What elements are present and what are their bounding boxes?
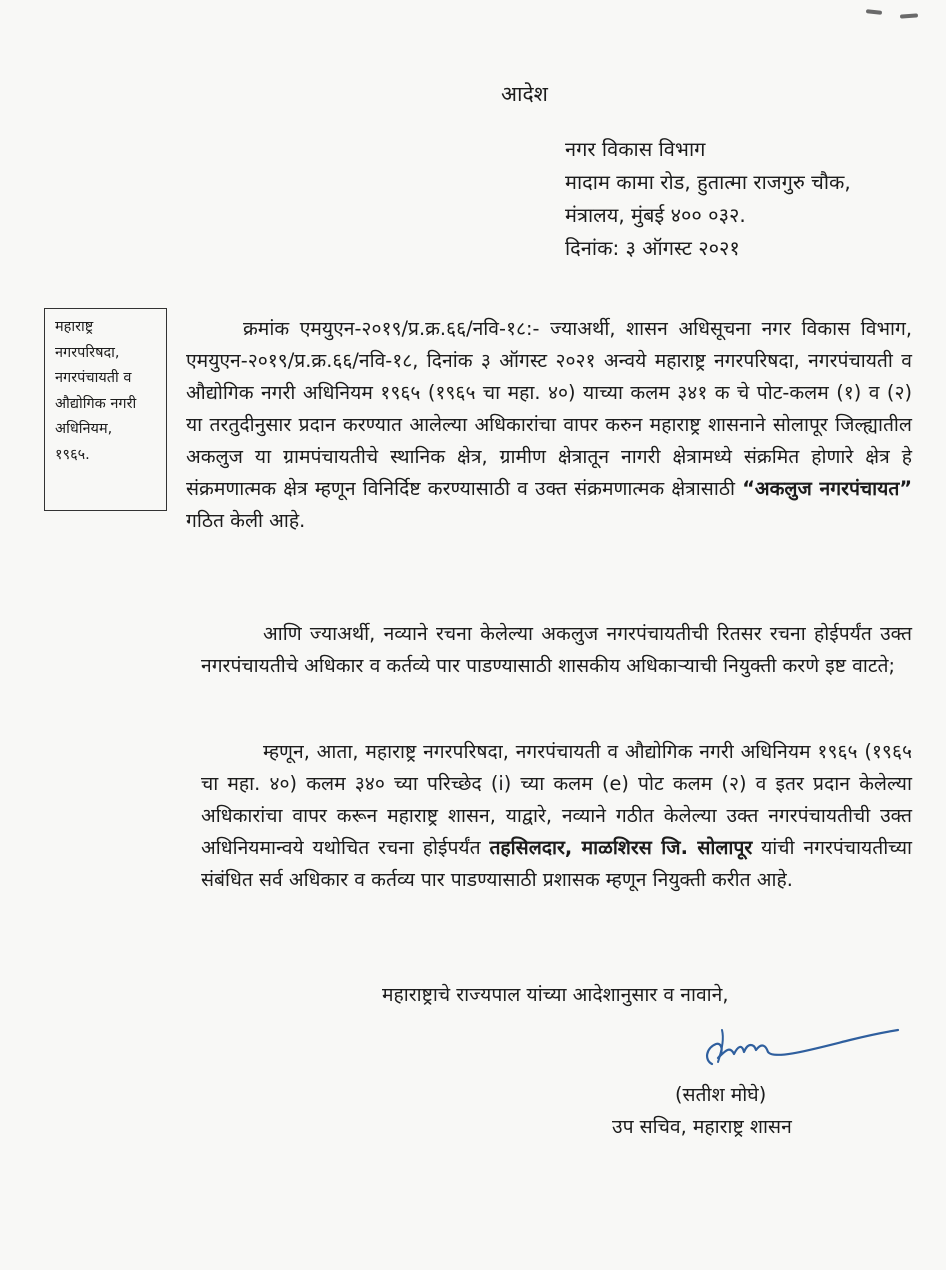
order-date: दिनांक: ३ ऑगस्ट २०२१ [565, 236, 740, 260]
margin-note-line: अधिनियम, [55, 421, 113, 437]
scan-mark [900, 13, 918, 18]
closing-line: महाराष्ट्राचे राज्यपाल यांच्या आदेशानुसार व नावाने, [382, 983, 729, 1006]
administrator-designation: तहसिलदार, माळशिरस जि. सोलापूर [489, 836, 753, 859]
nagar-panchayat-name: “अकलुज नगरपंचायत” [742, 477, 912, 500]
margin-note-line: महाराष्ट्र [55, 319, 94, 335]
paragraph-text: आणि ज्याअर्थी, नव्याने रचना केलेल्या अकलुज नगरपंचायतीची रितसर रचना होईपर्यंत उक्त नगरपंचायतीचे अधिकार व कर्तव्ये पार पाडण्यासाठी शासकीय अधिकाऱ्याची नियुक्ती करणे इष्ट वाटते; [201, 622, 912, 677]
address-line: नगर विकास विभाग [565, 137, 706, 161]
margin-note-line: १९६५. [55, 446, 90, 463]
paragraph-text: क्रमांक एमयुएन-२०१९/प्र.क्र.६६/नवि-१८:- ज्याअर्थी, शासन अधिसूचना नगर विकास विभाग, एमयुएन-२०१९/प्र.क्र.६६/नवि-१८, दिनांक ३ ऑगस्ट २०२१ अन्वये महाराष्ट्र नगरपरिषदा, नगरपंचायती व औद्योगिक नगरी अधिनियम १९६५ (१९६५ चा महा. ४०) याच्या कलम ३४१ क चे पोट-कलम (१) व (२) या तरतुदीनुसार प्रदान करण्यात आलेल्या अधिकारांचा वापर करुन महाराष्ट्र शासनाने सोलापूर जिल्ह्यातील अकलुज या ग्रामपंचायतीचे स्थानिक क्षेत्र, ग्रामीण क्षेत्रातून नागरी क्षेत्रामध्ये संक्रमित होणारे क्षेत्र हे संक्रमणात्मक क्षेत्र म्हणून विनिर्दिष्ट करण्यासाठी व उक्त संक्रमणात्मक क्षेत्रासाठी [186, 317, 912, 500]
department-address [565, 133, 851, 265]
paragraph-text: यांची नगरपंचायतीच्या संबंधित सर्व अधिकार व कर्तव्य पार पाडण्यासाठी प्रशासक म्हणून नियुक्ती करीत आहे. [201, 836, 912, 891]
margin-note-box [44, 308, 167, 511]
paragraph-whereas [201, 618, 912, 682]
margin-note-line: नगरपरिषदा, [55, 344, 120, 361]
address-line: मादाम कामा रोड, हुतात्मा राजगुरु चौक, [565, 170, 851, 194]
scan-mark [866, 9, 882, 15]
address-line: मंत्रालय, मुंबई ४०० ०३२. [565, 203, 746, 227]
margin-note-line: नगरपंचायती व [55, 370, 132, 386]
paragraph-order [201, 736, 912, 896]
signatory-name: (सतीश मोघे) [675, 1083, 767, 1106]
paragraph-text: म्हणून, आता, महाराष्ट्र नगरपरिषदा, नगरपंचायती व औद्योगिक नगरी अधिनियम १९६५ (१९६५ चा महा. ४०) कलम ३४० च्या परिच्छेद (i) च्या कलम (e) पोट कलम (२) व इतर प्रदान केलेल्या अधिकारांचा वापर करून महाराष्ट्र शासन, याद्वारे, नव्याने गठीत केलेल्या उक्त नगरपंचायतीची उक्त अधिनियमान्वये यथोचित रचना होईपर्यंत [201, 740, 912, 859]
margin-note-line: औद्योगिक नगरी [55, 395, 137, 412]
paragraph-text: गठित केली आहे. [186, 509, 306, 532]
order-heading: आदेश [501, 82, 548, 106]
signatory-designation: उप सचिव, महाराष्ट्र शासन [612, 1115, 792, 1138]
signature-mark [700, 1020, 900, 1075]
paragraph-preamble [186, 313, 912, 537]
